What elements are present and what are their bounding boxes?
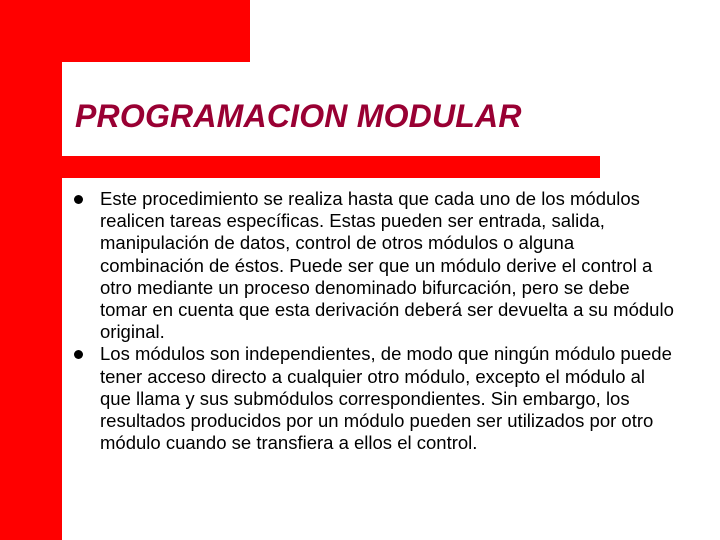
bullet-item-procedure [74, 188, 674, 343]
red-decoration-left [0, 0, 62, 540]
bullet-icon [74, 350, 83, 359]
bullet-text: Este procedimiento se realiza hasta que cada uno de los módulos realicen tareas específicas. Estas pueden ser entrada, salida, manipulación de datos, control de otros módulos o alguna combinación de éstos. Puede ser que un módulo derive el control a otro mediante un proceso denominado bifurcación, pero se debe tomar en cuenta que esta derivación deberá ser devuelta a su módulo original. [100, 188, 674, 343]
red-title-underline-bar [62, 156, 600, 178]
bullet-icon [74, 195, 83, 204]
slide-title: PROGRAMACION MODULAR [75, 98, 522, 134]
bullet-item-independence [74, 343, 674, 454]
bullet-list [74, 188, 674, 454]
bullet-text: Los módulos son independientes, de modo que ningún módulo puede tener acceso directo a cualquier otro módulo, excepto el módulo al que llama y sus submódulos correspondientes. Sin embargo, los resultados producidos por un módulo pueden ser utilizados por otro módulo cuando se transfiera a ellos el control. [100, 343, 672, 454]
